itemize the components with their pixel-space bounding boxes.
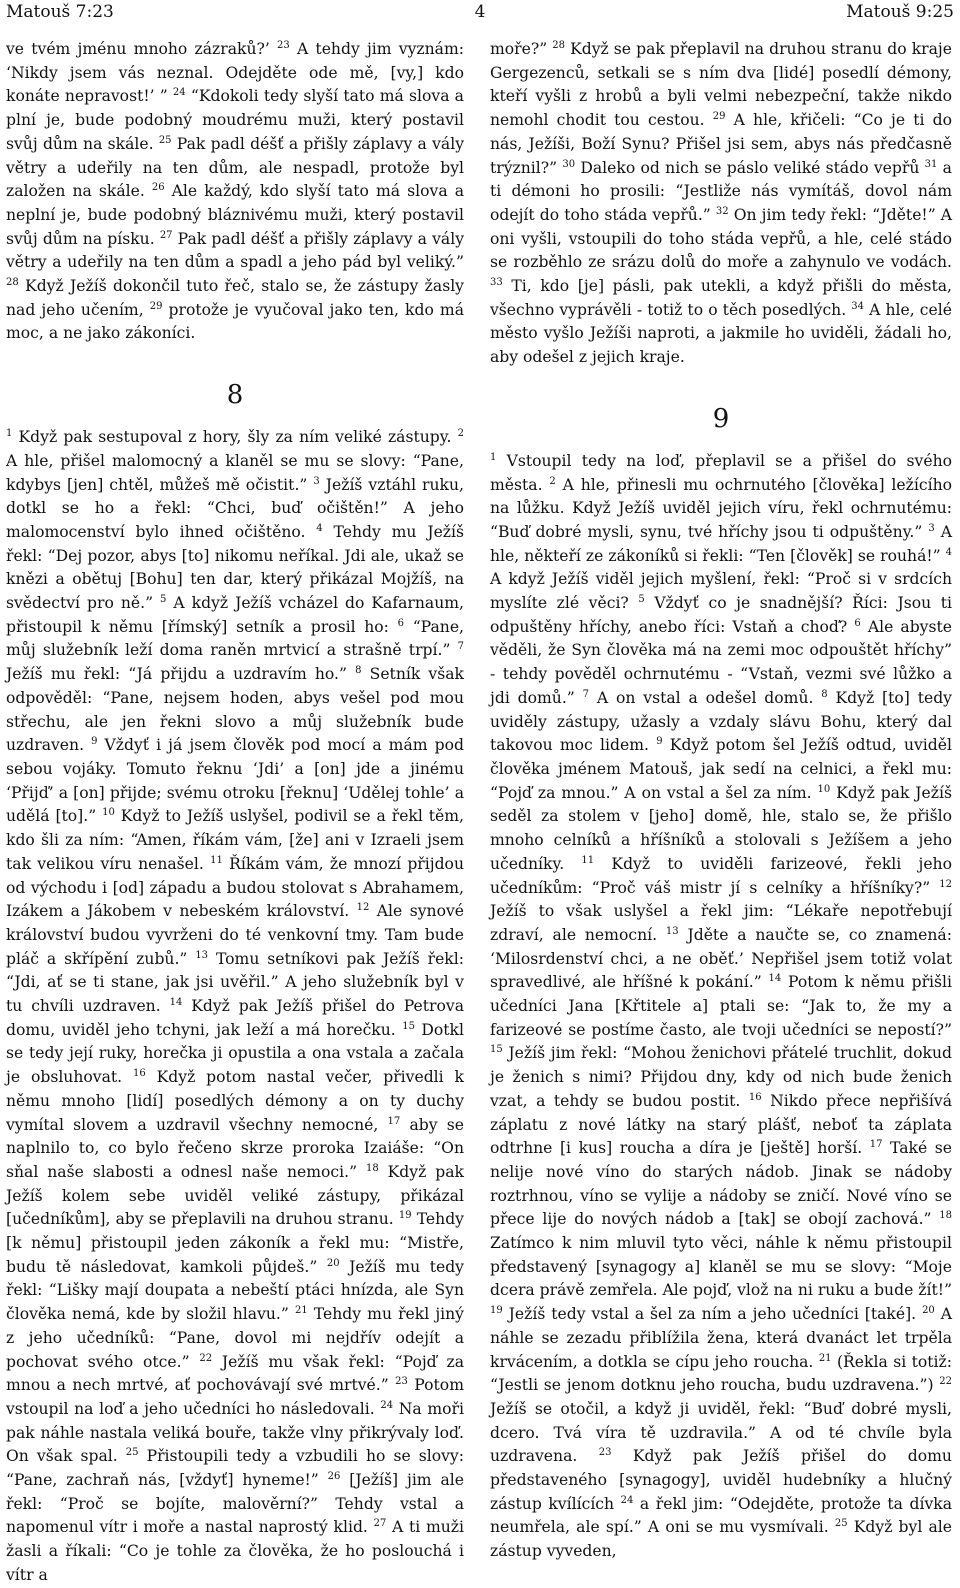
chapter-heading-8: 8 xyxy=(226,380,244,411)
verse-text: Když potom nastal večer, přivedli k němu mnoho [lidí] posedlých démony a on ty duchy vymítal slovem a uzdravil všechny nemocné, xyxy=(6,1068,464,1134)
right-column xyxy=(490,38,952,1574)
verse-text: aby se naplnilo to, co bylo řečeno skrze proroka Izaiáše: “On sňal naše slabosti a odnesl naše nemoci.” xyxy=(6,1115,464,1181)
verse-text: Tehdy mu řekl jiný z jeho učedníků: “Pane, dovol mi nejdřív odejít a pochovat svého otce.” xyxy=(6,1305,464,1371)
verse-text: Ti, kdo [je] pásli, pak utekli, a když přišli do města, všechno vyprávěli - totiž to o těch posedlých. xyxy=(490,277,952,319)
verse-text: Tehdy [k němu] přistoupil jeden zákoník a řekl mu: “Mistře, budu tě následovat, kamkoli půjdeš.” xyxy=(6,1210,464,1276)
verse-text: Ježíš to však uslyšel a řekl jim: “Lékaře nepotřebují zdraví, ale nemocní. xyxy=(490,902,952,944)
verse-number: 31 xyxy=(924,158,938,170)
verse-number: 13 xyxy=(665,925,679,937)
verse-text: moře?” xyxy=(490,40,553,58)
verse-text: Ježíš mu však řekl: “Pojď za mnou a nech mrtvé, ať pochovávají své mrtvé.” xyxy=(6,1352,464,1395)
verse-number: 10 xyxy=(817,783,831,795)
verse-text: A tehdy jim vyznám: ‘Nikdy jsem vás neznal. Odejděte ode mě, [vy,] kdo konáte nepravost!’ ” xyxy=(6,40,464,106)
verse-number: 21 xyxy=(818,1352,832,1364)
verse-number: 23 xyxy=(277,39,290,51)
verse-text: Když [to] tedy uviděly zástupy, užasly a vzdaly slávu Bohu, který dal takovou moc lidem. xyxy=(490,688,952,755)
verse-text: A hle, přišel malomocný a klaněl se mu se slovy: “Pane, kdybys [jen] chtěl, můžeš mě očistit.” xyxy=(6,451,464,494)
verse-text: A hle, přinesli mu ochrnutého [člověka] ležícího na lůžku. Když Ježíš uviděl jejich víru, řekl ochrnutému: “Buď dobré mysli, synu, tvé hříchy jsou ti odpuštěny.” xyxy=(490,475,952,541)
chapter-8-text xyxy=(6,426,464,1587)
verse-text: Ježíš tedy vstal a šel za ním a jeho učedníci [také]. xyxy=(502,1305,923,1324)
verse-number: 18 xyxy=(365,1162,379,1174)
verse-number: 19 xyxy=(398,1210,412,1222)
chapter-9-text xyxy=(490,450,952,1564)
verse-number: 16 xyxy=(133,1067,146,1079)
verse-text: Přistoupili tedy a vzbudili ho se slovy: “Pane, zachraň nás, [vždyť] hyneme!” xyxy=(6,1447,464,1490)
right-intro-paragraph xyxy=(490,38,952,370)
verse-text: Když Ježíš dokončil tuto řeč, stalo se, že zástupy žasly nad jeho učením, xyxy=(6,277,464,319)
running-head-right: Matouš 9:25 xyxy=(846,2,954,22)
verse-number: 2 xyxy=(549,475,556,487)
running-head-left: Matouš 7:23 xyxy=(6,2,114,22)
verse-number: 23 xyxy=(598,1447,612,1459)
verse-text: On jim tedy řekl: “Jděte!” A oni vyšli, vstoupili do toho stáda vepřů, a hle, celé stádo se rozběhlo ze srázu dolů do moře a zahynulo ve vodách. xyxy=(490,205,953,272)
verse-number: 22 xyxy=(939,1376,952,1388)
verse-number: 21 xyxy=(294,1304,308,1316)
verse-text: A náhle se zezadu přiblížila žena, která dvanáct let trpěla krvácením, a dotkla se cípu jeho roucha. xyxy=(490,1305,952,1371)
verse-text: Ale každý, kdo slyší tato má slova a neplní je, bude podobný bláznivému muži, který postavil svůj dům na písku. xyxy=(6,182,464,248)
verse-number: 17 xyxy=(387,1115,401,1127)
verse-text: Ježíš mu řekl: “Já přijdu a uzdravím ho.” xyxy=(6,665,356,684)
verse-text: A on vstal a odešel domů. xyxy=(589,688,822,707)
verse-number: 27 xyxy=(159,229,173,241)
verse-number: 29 xyxy=(149,300,163,312)
verse-number: 15 xyxy=(490,1044,503,1056)
verse-number: 16 xyxy=(748,1091,762,1103)
verse-text: (Řekla si totiž: “Jestli se jenom dotknu jeho roucha, budu uzdravena.”) xyxy=(490,1352,952,1395)
verse-text: a ti démoni ho prosili: “Jestliže nás vymítáš, dovol nám odejít do toho stáda vepřů.” xyxy=(490,158,952,224)
verse-number: 1 xyxy=(6,427,13,439)
verse-number: 32 xyxy=(715,205,729,217)
verse-number: 5 xyxy=(160,593,167,605)
verse-text: Když pak Ježíš přišel do domu představeného [synagogy], uviděl hudebníky a hlučný zástup kvílících xyxy=(490,1447,952,1513)
verse-number: 28 xyxy=(552,39,565,51)
verse-number: 26 xyxy=(151,182,165,194)
verse-number: 9 xyxy=(656,736,663,748)
verse-text: Ježíš mu tedy řekl: “Lišky mají doupata a nebeští ptáci hnízda, ale Syn člověka nemá, kde by složil hlavu.” xyxy=(6,1257,464,1324)
verse-text: Když pak sestupoval z hory, šly za ním veliké zástupy. xyxy=(12,428,458,447)
verse-text: Ale abyste věděli, že Syn člověka má na zemi moc odpouštět hříchy” - tehdy pověděl ochrnutému - “Vstaň, vezmi své lůžko a jdi domů.” xyxy=(490,617,952,707)
verse-number: 7 xyxy=(457,641,464,653)
verse-text: Pak padl déšť a přišly záplavy a vály větry a udeřily na ten dům a spadl a jeho pád byl veliký.” xyxy=(6,229,465,272)
verse-text: Vždyť i já jsem člověk pod mocí a mám pod sebou vojáky. Tomuto řeknu ‘Jdi’ a [on] jde a jinému ‘Přijď’ a [on] přijde; svému otroku [řeknu] ‘Udělej tohle’ a udělá [to].” xyxy=(6,736,464,826)
verse-number: 26 xyxy=(327,1470,341,1482)
verse-number: 23 xyxy=(395,1376,408,1388)
verse-text: Vždyť co je snadnější? Říci: Jsou ti odpuštěny hříchy, anebo říci: Vstaň a choď? xyxy=(490,594,952,636)
verse-number: 28 xyxy=(6,276,19,288)
verse-text: “Kdokoli tedy slyší tato má slova a plní je, bude podobný moudrému muži, který postavil svůj dům na skále. xyxy=(6,87,464,153)
verse-text: Když to Ježíš uslyšel, podivil se a řekl těm, kdo šli za ním: “Amen, říkám vám, [že] ani v Izraeli jsem tak velikou víru nenašel. xyxy=(6,807,465,873)
verse-text: Vstoupil tedy na loď, přeplavil se a přišel do svého města. xyxy=(490,451,952,494)
verse-number: 15 xyxy=(402,1020,415,1032)
verse-number: 10 xyxy=(102,807,115,819)
verse-text: Setník však odpověděl: “Pane, nejsem hoden, abys vešel pod mou střechu, ale jen řekni slovo a můj služebník bude uzdraven. xyxy=(6,665,464,755)
verse-number: 13 xyxy=(195,949,209,961)
verse-text: Zatímco k nim mluvil tyto věci, náhle k němu přistoupil představený [synagogy a] klaněl se mu se slovy: “Moje dcera právě zemřela. Ale pojď, vlož na ni ruku a bude žít!” xyxy=(490,1234,952,1300)
verse-number: 4 xyxy=(945,546,952,558)
verse-number: 24 xyxy=(172,87,186,99)
verse-number: 25 xyxy=(834,1518,848,1530)
verse-text: Když pak Ježíš kolem sebe uviděl veliké zástupy, přikázal [učedníkům], aby se přeplavili na druhou stranu. xyxy=(6,1162,464,1229)
verse-number: 29 xyxy=(712,110,726,122)
verse-number: 4 xyxy=(316,522,323,534)
verse-number: 25 xyxy=(158,134,172,146)
verse-text: Pak padl déšť a přišly záplavy a vály větry a udeřily na ten dům, ale nespadl, protože byl založen na skále. xyxy=(6,134,465,201)
verse-text: Ale synové království budou vyvrženi do té venkovní tmy. Tam bude pláč a skřípění zubů.” xyxy=(6,902,464,968)
verse-number: 12 xyxy=(939,878,952,890)
chapter-heading-9: 9 xyxy=(712,403,730,434)
verse-text: A když Ježíš vcházel do Kafarnaum, přistoupil k němu [římský] setník a prosil ho: xyxy=(6,594,464,636)
verse-number: 9 xyxy=(91,736,98,748)
verse-number: 1 xyxy=(490,451,497,463)
page-header xyxy=(0,0,960,28)
verse-number: 30 xyxy=(562,158,576,170)
verse-number: 8 xyxy=(821,688,828,700)
verse-number: 33 xyxy=(490,276,503,288)
verse-text: a řekl jim: “Odejděte, protože ta dívka neumřela, ale spí.” A oni se mu vysmívali. xyxy=(490,1494,952,1537)
verse-text: Ježíš se otočil, a když ji uviděl, řekl: “Buď dobré mysli, dcero. Tvá víra tě uzdravila.” A od té chvíle byla uzdravena. xyxy=(490,1399,952,1466)
verse-number: 11 xyxy=(581,854,595,866)
verse-text: Potom vstoupil na loď a jeho učedníci ho následovali. xyxy=(6,1376,464,1418)
verse-number: 25 xyxy=(125,1447,139,1459)
page-number: 4 xyxy=(474,2,486,22)
verse-text: A když Ježíš viděl jejich myšlení, řekl: “Proč si v srdcích myslíte zlé věci? xyxy=(490,570,952,613)
verse-text: Tomu setníkovi pak Ježíš řekl: “Jdi, ať se ti stane, jak jsi uvěřil.” A jeho služebník byl v tu chvíli uzdraven. xyxy=(6,949,464,1016)
verse-number: 2 xyxy=(457,427,464,439)
verse-text: Daleko od nich se páslo veliké stádo vepřů xyxy=(575,158,925,177)
verse-number: 22 xyxy=(199,1352,213,1364)
verse-text: [Ježíš] jim ale řekl: “Proč se bojíte, malověrní?” Tehdy vstal a napomenul vítr i moře a nastal naprostý klid. xyxy=(6,1471,464,1537)
verse-text: Říkám vám, že mnozí přijdou od východu i [od] západu a budou stolovat s Abrahamem, Izákem a Jákobem v nebeském království. xyxy=(6,854,464,921)
verse-text: Potom k němu přišli učedníci Jana [Křtitele a] ptali se: “Jak to, že my a farizeové se postíme často, ale tvoji učedníci se nepostí?” xyxy=(490,973,952,1039)
verse-text: Když to uviděli farizeové, řekli jeho učedníkům: “Proč váš mistr jí s celníky a hříšníky?” xyxy=(490,854,952,897)
verse-text: Ježíš jim řekl: “Mohou ženichovi přátelé truchlit, dokud je ženich s nimi? Přijdou dny, kdy od nich bude ženich vzat, a tehdy se budou postit. xyxy=(490,1044,952,1110)
verse-text: protože je vyučoval jako ten, kdo má moc, a ne jako zákoníci. xyxy=(6,300,464,343)
verse-number: 27 xyxy=(373,1518,387,1530)
verse-number: 17 xyxy=(869,1139,883,1151)
verse-text: Nikdo přece nepřišívá záplatu z nové látky na starý plášť, neboť ta záplata odtrhne [i kus] roucha a díra je [ještě] horší. xyxy=(490,1091,952,1158)
verse-text: A hle, někteří ze zákoníků si řekli: “Ten [člověk] se rouhá!” xyxy=(490,522,952,565)
verse-number: 20 xyxy=(326,1257,340,1269)
verse-number: 5 xyxy=(638,593,645,605)
left-intro-paragraph xyxy=(6,38,464,346)
verse-number: 19 xyxy=(490,1304,503,1316)
verse-text: Jděte a naučte se, co znamená: ‘Milosrdenství chci, a ne oběť.’ Nepřišel jsem totiž volat spravedlivé, ale hříšné k pokání.” xyxy=(490,925,952,992)
verse-text: Když pak Ježíš přišel do Petrova domu, uviděl jeho tchyni, jak leží a má horečku. xyxy=(6,997,464,1039)
verse-text: Tehdy mu Ježíš řekl: “Dej pozor, abys [to] nikomu neříkal. Jdi ale, ukaž se knězi a obětuj [Bohu] ten dar, který přikázal Mojžíš, na svědectví pro ně.” xyxy=(6,522,465,613)
verse-text: “Pane, můj služebník leží doma raněn mrtvicí a strašně trpí.” xyxy=(6,617,465,660)
verse-number: 18 xyxy=(939,1210,952,1222)
verse-text: Také se nelije nové víno do starých nádob. Jinak se nádoby roztrhnou, víno se vylije a nádoby se zničí. Nové víno se přece lije do nových nádob a [tak] se obojí zachová.” xyxy=(490,1139,953,1229)
verse-text: Když pak Ježíš seděl za stolem v [jeho] domě, hle, stalo se, že přišlo mnoho celníků a hříšníků a stolovali s Ježíšem a jeho učedníky. xyxy=(490,783,952,873)
verse-number: 24 xyxy=(620,1494,634,1506)
verse-text: A hle, křičeli: “Co je ti do nás, Ježíši, Boží Synu? Přišel jsi sem, abys nás předčasně trýznil?” xyxy=(490,111,952,177)
verse-number: 3 xyxy=(928,522,935,534)
verse-text: Když byl ale zástup vyveden, xyxy=(490,1518,953,1561)
verse-number: 3 xyxy=(313,475,320,487)
verse-number: 14 xyxy=(768,973,782,985)
verse-number: 11 xyxy=(210,854,223,866)
verse-number: 34 xyxy=(851,300,865,312)
verse-number: 6 xyxy=(397,617,405,629)
verse-number: 14 xyxy=(169,996,183,1008)
verse-text: A ti muži žasli a říkali: “Co je tohle za člověka, že ho poslouchá i vítr a xyxy=(6,1518,464,1584)
verse-number: 20 xyxy=(922,1304,935,1316)
verse-text: Když potom šel Ježíš odtud, uviděl člověka jménem Matouš, jak sedí na celnici, a řekl mu: “Pojď za mnou.” A on vstal a šel za ním. xyxy=(490,736,952,802)
verse-number: 12 xyxy=(356,902,370,914)
verse-text: Na moři pak náhle nastala veliká bouře, takže vlny přikrývaly loď. On však spal. xyxy=(6,1399,464,1466)
verse-number: 8 xyxy=(355,664,362,676)
verse-number: 7 xyxy=(582,688,590,700)
verse-text: A hle, celé město vyšlo Ježíši naproti, a jakmile ho uviděli, žádali ho, aby odešel z jejich kraje. xyxy=(490,300,952,367)
left-column xyxy=(6,38,465,1584)
verse-text: Když se pak přeplavil na druhou stranu do kraje Gergezenců, setkali se s ním dva [lidé] posedlí démony, kteří vyšli z hrobů a byli velmi nebezpeční, takže nikdo nemohl chodit tou cestou. xyxy=(490,40,952,130)
verse-text: Ježíš vztáhl ruku, dotkl se ho a řekl: “Chci, buď očištěn!” A jeho malomocenství bylo ihned očištěno. xyxy=(6,475,464,541)
verse-text: Dotkl se tedy její ruky, horečka ji opustila a ona vstala a začala je obsluhovat. xyxy=(6,1020,464,1087)
verse-text: ve tvém jménu mnoho zázraků?’ xyxy=(6,40,278,58)
verse-number: 24 xyxy=(380,1399,394,1411)
verse-number: 6 xyxy=(854,617,861,629)
